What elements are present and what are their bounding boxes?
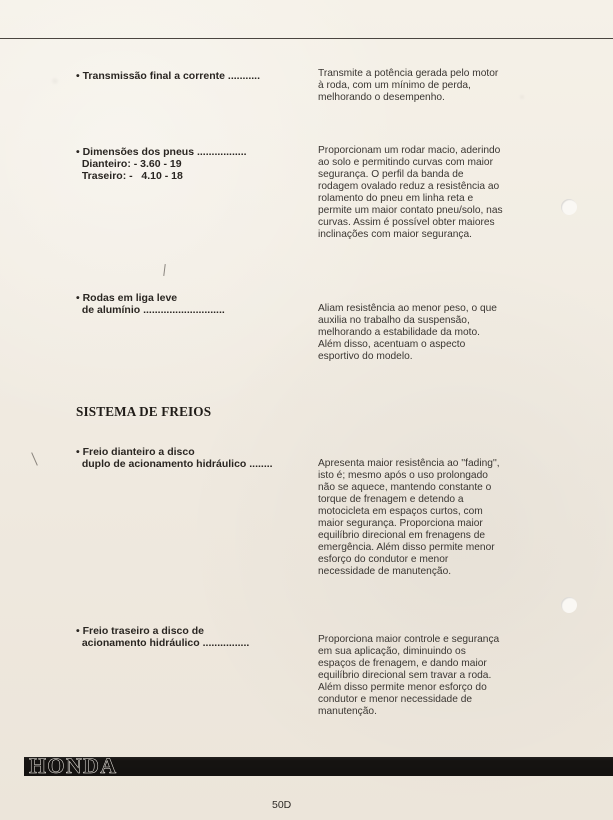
feature-tire-dimensions-description: Proporcionam um rodar macio, aderindo ao solo e permitindo curvas com maior segurança. O perfil da banda de rodagem ovalado reduz a resistência ao rolamento do pneu em linha reta e permite um maior contato pneu/solo, nas curvas. Assim é possível obter maiores inclinações com maior segurança. xyxy=(318,145,503,240)
brand-logo: HONDA xyxy=(29,753,118,778)
feature-rear-brake-description: Proporciona maior controle e segurança em sua aplicação, diminuindo os espaços de frenagem, e dando maior equilíbrio direcional sem travar a roda. Além disso permite menor esforço do condutor e menor necessidade de manutenção. xyxy=(318,634,500,717)
page-number: 50D xyxy=(272,799,292,811)
section-title-brake-system: SISTEMA DE FREIOS xyxy=(76,404,212,419)
feature-final-chain-drive-label: • Transmissão final a corrente ........... xyxy=(76,70,260,82)
feature-alloy-wheels-description: Aliam resistência ao menor peso, o que auxilia no trabalho da suspensão, melhorando a estabilidade da moto. Além disso, acentuam o aspecto esportivo do modelo. xyxy=(318,303,497,362)
paper-speck xyxy=(52,78,58,84)
feature-rear-brake-label: • Freio traseiro a disco de acionamento hidráulico ................ xyxy=(76,625,250,649)
punch-hole xyxy=(561,597,577,613)
feature-alloy-wheels-label: • Rodas em liga leve de alumínio ............................ xyxy=(76,292,225,316)
pen-mark xyxy=(163,264,165,276)
pen-mark xyxy=(31,452,38,465)
top-rule xyxy=(0,38,613,39)
paper-speck xyxy=(520,95,524,99)
feature-front-brake-description: Apresenta maior resistência ao ''fading'', isto é; mesmo após o uso prolongado não se aquece, mantendo constante o torque de frenagem e detendo a motocicleta em espaços curtos, com maior segurança. Proporciona maior equilíbrio direcional em frenagens de emergência. Além disso permite menor esforço do condutor e menor necessidade de manutenção. xyxy=(318,458,500,577)
punch-hole xyxy=(561,199,577,215)
feature-final-chain-drive-description: Transmite a potência gerada pelo motor à roda, com um mínimo de perda, melhorando o desempenho. xyxy=(318,68,499,103)
feature-front-brake-label: • Freio dianteiro a disco duplo de acionamento hidráulico ........ xyxy=(76,446,273,470)
feature-tire-dimensions-label: • Dimensões dos pneus ................. Dianteiro: - 3.60 - 19 Traseiro: - 4.10 - 18 xyxy=(76,146,247,182)
